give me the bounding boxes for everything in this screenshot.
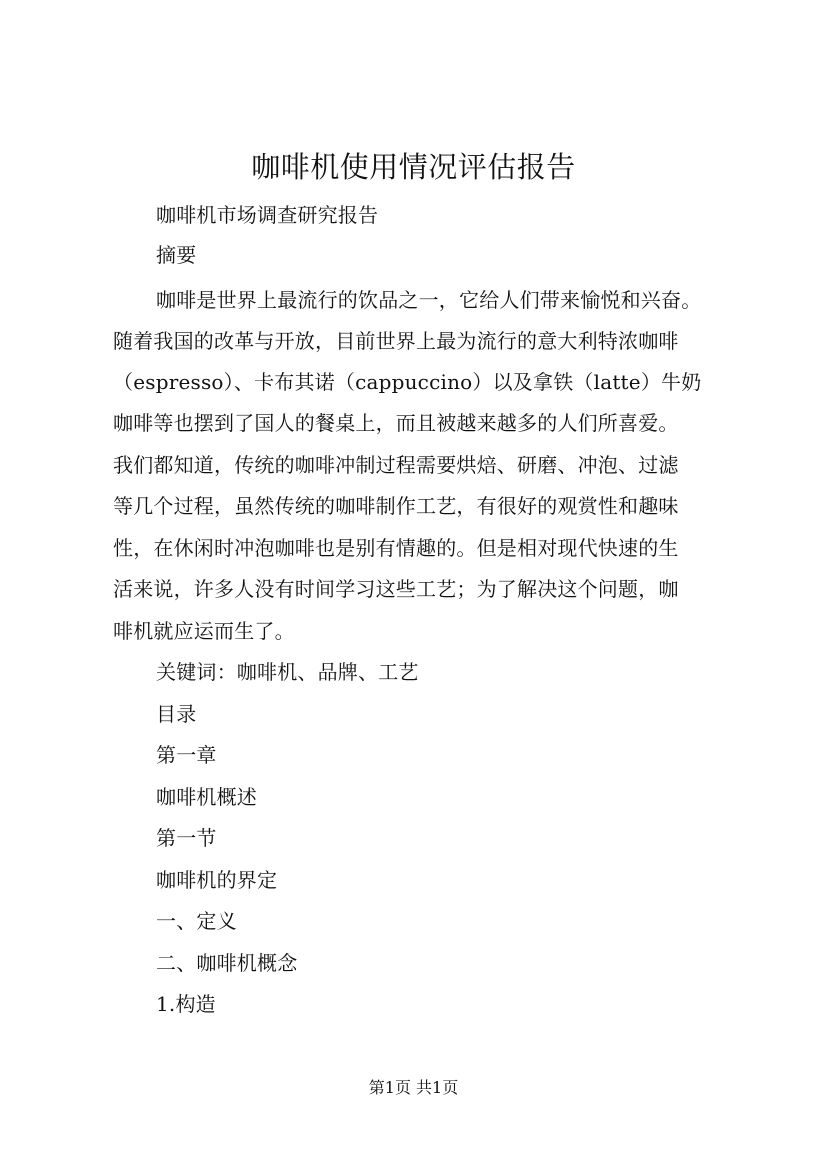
abstract-line: 等几个过程，虽然传统的咖啡制作工艺，有很好的观赏性和趣味	[113, 494, 679, 518]
abstract-heading: 摘要	[156, 243, 197, 267]
abstract-line: 活来说，许多人没有时间学习这些工艺；为了解决这个问题，咖	[113, 577, 679, 601]
toc-item: 第一节	[156, 826, 217, 850]
abstract-line: 啡机就应运而生了。	[113, 619, 295, 643]
abstract-line: 性，在休闲时冲泡咖啡也是别有情趣的。但是相对现代快速的生	[113, 536, 679, 560]
report-subtitle: 咖啡机市场调查研究报告	[156, 203, 379, 227]
abstract-line: 咖啡等也摆到了国人的餐桌上，而且被越来越多的人们所喜爱。	[113, 411, 679, 435]
keywords-line: 关键词：咖啡机、品牌、工艺	[156, 660, 419, 684]
toc-heading: 目录	[156, 702, 197, 726]
toc-item: 二、咖啡机概念	[156, 951, 298, 975]
toc-item: 一、定义	[156, 909, 237, 933]
abstract-line: （espresso）、卡布其诺（cappuccino）以及拿铁（latte）牛奶	[113, 370, 702, 394]
document-title: 咖啡机使用情况评估报告	[251, 150, 576, 184]
toc-item: 第一章	[156, 743, 217, 767]
abstract-line: 随着我国的改革与开放，目前世界上最为流行的意大利特浓咖啡	[113, 329, 679, 353]
abstract-line: 我们都知道，传统的咖啡冲制过程需要烘焙、研磨、冲泡、过滤	[113, 453, 679, 477]
page-footer: 第1页 共1页	[368, 1078, 459, 1097]
toc-item: 1.构造	[156, 992, 216, 1016]
toc-item: 咖啡机概述	[156, 785, 257, 809]
toc-item: 咖啡机的界定	[156, 868, 278, 892]
abstract-line: 咖啡是世界上最流行的饮品之一，它给人们带来愉悦和兴奋。	[156, 288, 702, 312]
